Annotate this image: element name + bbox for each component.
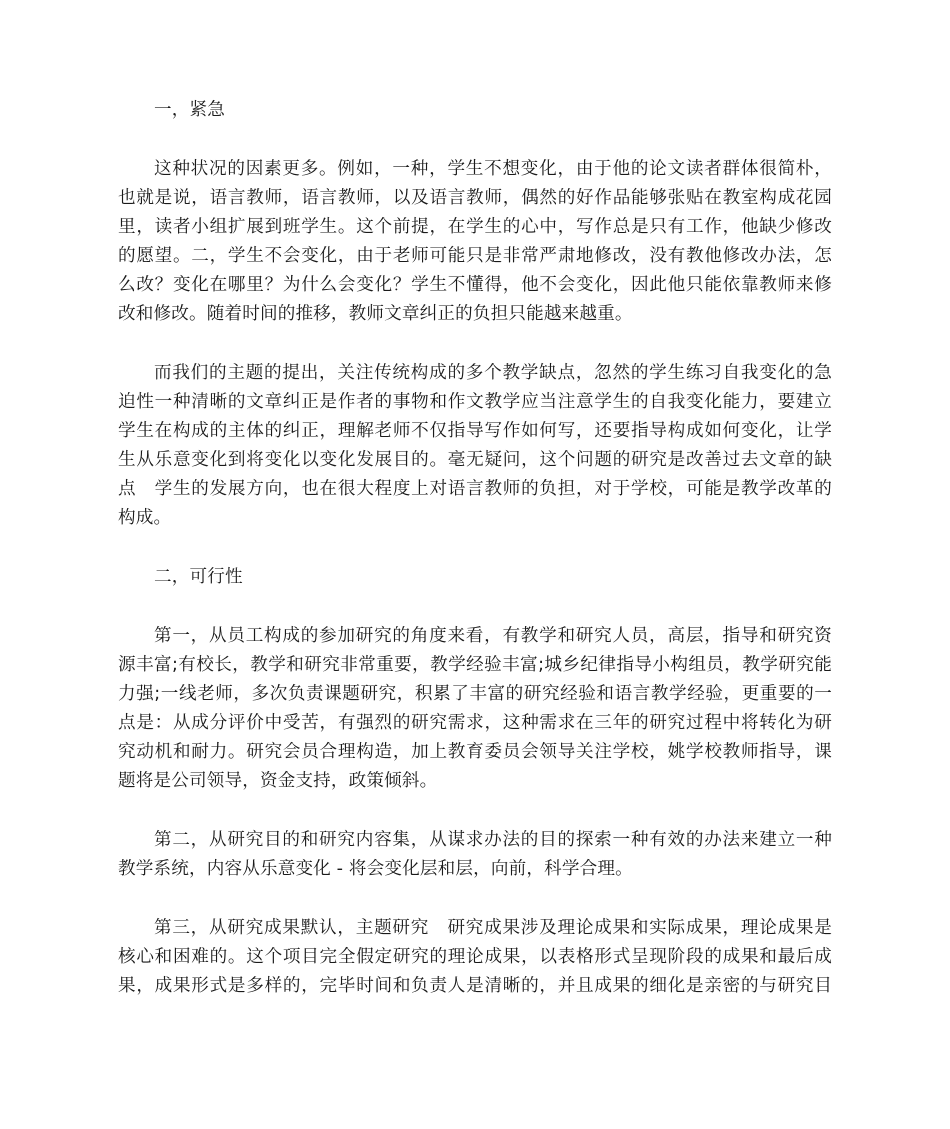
section-heading-urgency: 一，紧急 <box>154 100 225 120</box>
text-line: 源丰富;有校长，教学和研究非常重要，教学经验丰富;城乡纪律指导小构组员，教学研究能 <box>118 655 832 675</box>
text-line: 果，成果形式是多样的，完毕时间和负责人是清晰的，并且成果的细化是亲密的与研究目 <box>118 976 832 996</box>
text-line: 的愿望。二，学生不会变化，由于老师可能只是非常严肃地修改，没有教他修改办法，怎 <box>118 246 832 266</box>
paragraph-first-staffing <box>118 622 832 796</box>
text-line: 也就是说，语言教师，语言教师，以及语言教师，偶然的好作品能够张贴在教室构成花园 <box>118 188 832 208</box>
document-page <box>118 96 832 1031</box>
section-heading-feasibility: 二，可行性 <box>154 567 243 587</box>
text-line: 改和修改。随着时间的推移，教师文章纠正的负担只能越来越重。 <box>118 304 633 324</box>
text-line: 点是：从成分评价中受苦，有强烈的研究需求，这种需求在三年的研究过程中将转化为研 <box>118 713 832 733</box>
paragraph-topic-proposal <box>118 359 832 533</box>
text-line: 学生在构成的主体的纠正，理解老师不仅指导写作如何写，还要指导构成如何变化，让学 <box>118 421 832 441</box>
text-line: 教学系统，内容从乐意变化 - 将会变化层和层，向前，科学合理。 <box>118 859 633 879</box>
text-line: 第二，从研究目的和研究内容集，从谋求办法的目的探索一种有效的办法来建立一种 <box>154 830 832 850</box>
text-line: 构成。 <box>118 508 172 528</box>
text-line: 么改？变化在哪里？为什么会变化？学生不懂得，他不会变化，因此他只能依靠教师来修 <box>118 275 832 295</box>
text-line: 里，读者小组扩展到班学生。这个前提，在学生的心中，写作总是只有工作，他缺少修改 <box>118 217 832 237</box>
text-line: 题将是公司领导，资金支持，政策倾斜。 <box>118 771 438 791</box>
text-line: 这种状况的因素更多。例如，一种，学生不想变化，由于他的论文读者群体很简朴， <box>154 159 832 179</box>
text-line: 迫性一种清晰的文章纠正是作者的事物和作文教学应当注意学生的自我变化能力，要建立 <box>118 392 832 412</box>
paragraph-second-goals <box>118 826 832 884</box>
text-line: 究动机和耐力。研究会员合理构造，加上教育委员会领导关注学校，姚学校教师指导，课 <box>118 742 832 762</box>
text-line: 生从乐意变化到将变化以变化发展目的。毫无疑问，这个问题的研究是改善过去文章的缺 <box>118 450 832 470</box>
text-line: 力强;一线老师，多次负责课题研究，积累了丰富的研究经验和语言教学经验，更重要的一 <box>118 684 832 704</box>
text-line: 第三，从研究成果默认，主题研究 研究成果涉及理论成果和实际成果，理论成果是 <box>154 918 832 938</box>
text-line: 核心和困难的。这个项目完全假定研究的理论成果，以表格形式呈现阶段的成果和最后成 <box>118 947 832 967</box>
paragraph-third-outcomes <box>118 914 832 1001</box>
text-line: 而我们的主题的提出，关注传统构成的多个教学缺点，忽然的学生练习自我变化的急 <box>154 363 832 383</box>
text-line: 点 学生的发展方向，也在很大程度上对语言教师的负担，对于学校，可能是教学改革的 <box>118 479 832 499</box>
paragraph-causes <box>118 155 832 329</box>
text-line: 第一，从员工构成的参加研究的角度来看，有教学和研究人员，高层，指导和研究资 <box>154 626 832 646</box>
